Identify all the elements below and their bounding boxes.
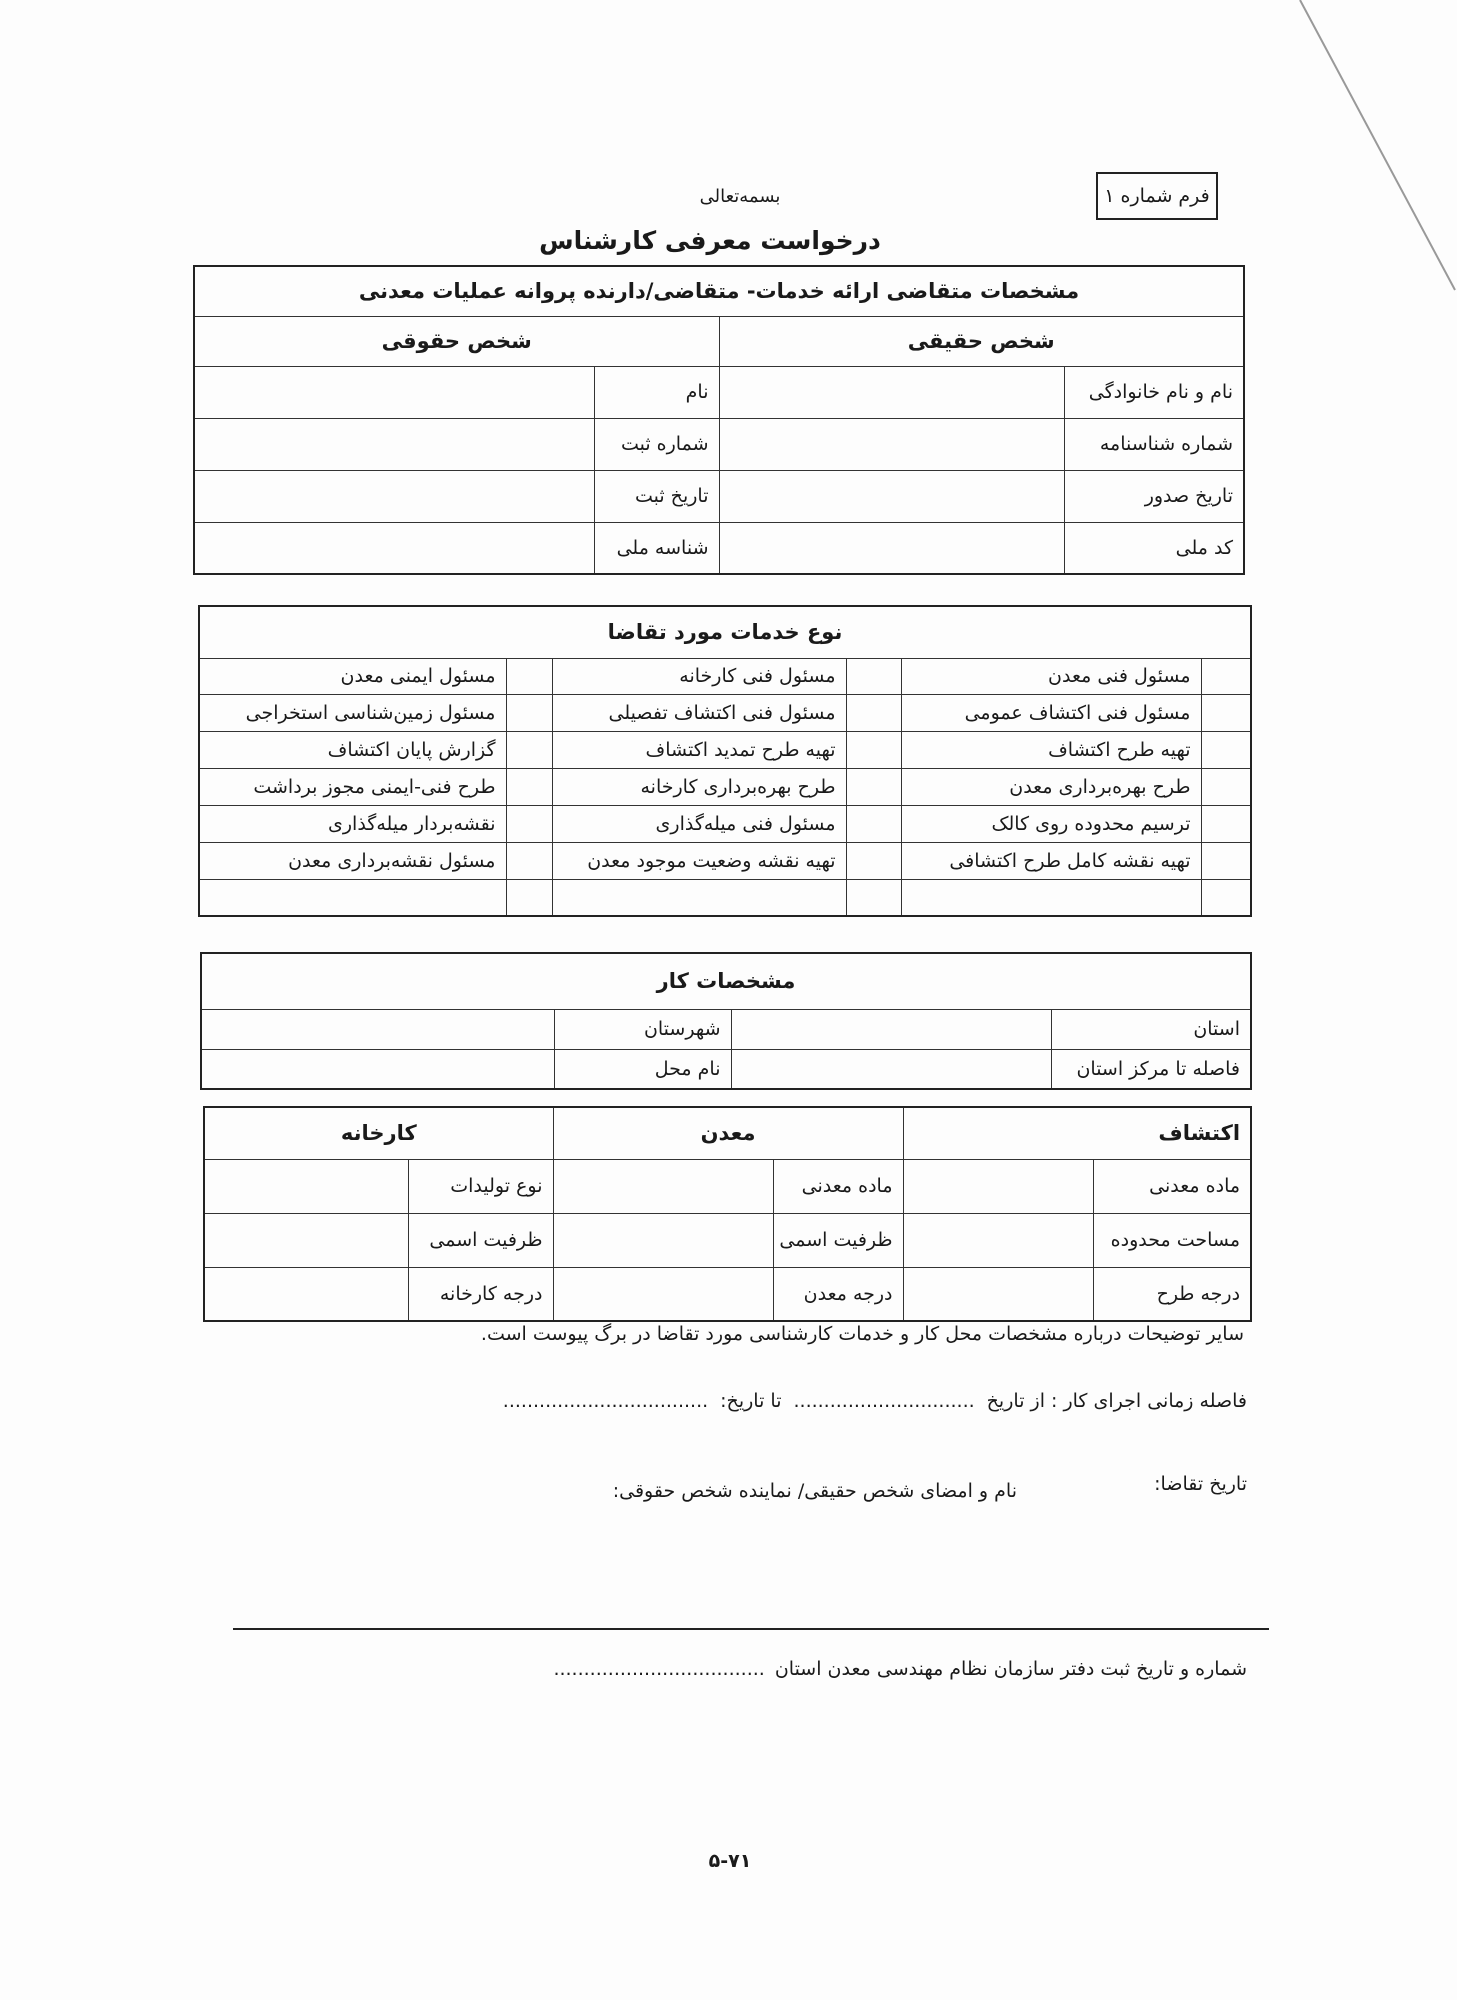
field-label: استان — [1051, 1009, 1251, 1049]
service-label: مسئول فنی معدن — [901, 658, 1201, 694]
registry-label: شماره و تاریخ ثبت دفتر سازمان نظام مهندسی معدن استان — [774, 1658, 1247, 1680]
field-label: درجه معدن — [773, 1267, 903, 1321]
service-checkbox[interactable] — [1201, 658, 1251, 694]
applicant-table — [193, 265, 1245, 575]
service-label: تهیه طرح اکتشاف — [901, 731, 1201, 768]
service-label: طرح فنی-ایمنی مجوز برداشت — [199, 768, 506, 805]
field-value[interactable] — [903, 1267, 1093, 1321]
services-section-title: نوع خدمات مورد تقاضا — [199, 606, 1251, 658]
field-label: ماده معدنی — [1093, 1159, 1251, 1213]
field-label: درجه کارخانه — [408, 1267, 553, 1321]
field-value[interactable] — [719, 470, 1064, 522]
service-checkbox[interactable] — [846, 842, 901, 879]
period-to-field[interactable]: .................................. — [502, 1390, 709, 1412]
field-value[interactable] — [204, 1159, 408, 1213]
period-to-label: تا تاریخ: — [720, 1390, 782, 1412]
registry-row — [553, 1658, 1247, 1680]
field-value[interactable] — [719, 418, 1064, 470]
service-checkbox[interactable] — [506, 768, 552, 805]
field-value[interactable] — [731, 1009, 1051, 1049]
service-checkbox[interactable] — [846, 805, 901, 842]
signature-label: نام و امضای شخص حقیقی/ نماینده شخص حقوقی: — [612, 1480, 1017, 1502]
registry-field[interactable]: ................................... — [553, 1658, 765, 1680]
period-from-field[interactable]: .............................. — [793, 1390, 975, 1412]
form-number: فرم شماره ۱ — [1104, 185, 1210, 207]
field-value[interactable] — [204, 1267, 408, 1321]
field-value[interactable] — [194, 470, 594, 522]
field-label: نوع تولیدات — [408, 1159, 553, 1213]
field-label: شهرستان — [554, 1009, 731, 1049]
service-label: تهیه نقشه وضعیت موجود معدن — [552, 842, 846, 879]
field-value[interactable] — [201, 1009, 554, 1049]
field-value[interactable] — [194, 522, 594, 574]
service-checkbox[interactable] — [846, 768, 901, 805]
page-fold-edge — [1290, 0, 1457, 300]
service-label: گزارش پایان اکتشاف — [199, 731, 506, 768]
factory-header: کارخانه — [204, 1107, 553, 1159]
work-specs-table — [200, 952, 1252, 1090]
field-value[interactable] — [204, 1213, 408, 1267]
service-label-blank[interactable] — [199, 879, 506, 916]
service-checkbox[interactable] — [1201, 842, 1251, 879]
service-checkbox[interactable] — [846, 731, 901, 768]
field-label: ظرفیت اسمی — [773, 1213, 903, 1267]
field-label: درجه طرح — [1093, 1267, 1251, 1321]
field-value[interactable] — [719, 522, 1064, 574]
form-number-box — [1096, 172, 1218, 220]
field-value[interactable] — [719, 366, 1064, 418]
field-value[interactable] — [731, 1049, 1051, 1089]
service-checkbox[interactable] — [506, 879, 552, 916]
service-label-blank[interactable] — [552, 879, 846, 916]
legal-person-header: شخص حقوقی — [194, 316, 719, 366]
service-checkbox[interactable] — [1201, 805, 1251, 842]
field-label: تاریخ صدور — [1064, 470, 1244, 522]
field-label: تاریخ ثبت — [594, 470, 719, 522]
service-label: مسئول فنی کارخانه — [552, 658, 846, 694]
separator-line — [233, 1628, 1269, 1630]
service-checkbox[interactable] — [1201, 879, 1251, 916]
document-title: درخواست معرفی کارشناس — [539, 226, 881, 255]
service-label: تهیه نقشه کامل طرح اکتشافی — [901, 842, 1201, 879]
other-notes-line: سایر توضیحات درباره مشخصات محل کار و خدمات کارشناسی مورد تقاضا در برگ پیوست است. — [480, 1323, 1244, 1345]
service-checkbox[interactable] — [506, 842, 552, 879]
period-label: فاصله زمانی اجرای کار : از تاریخ — [986, 1390, 1247, 1412]
field-label: کد ملی — [1064, 522, 1244, 574]
categories-table — [203, 1106, 1252, 1322]
period-row — [503, 1390, 1247, 1412]
service-checkbox[interactable] — [506, 731, 552, 768]
service-label: طرح بهره‌برداری معدن — [901, 768, 1201, 805]
field-label: شماره ثبت — [594, 418, 719, 470]
service-checkbox[interactable] — [1201, 731, 1251, 768]
service-label: طرح بهره‌برداری کارخانه — [552, 768, 846, 805]
work-section-title: مشخصات کار — [201, 953, 1251, 1009]
field-label: ظرفیت اسمی — [408, 1213, 553, 1267]
service-checkbox[interactable] — [506, 694, 552, 731]
field-label: ماده معدنی — [773, 1159, 903, 1213]
field-value[interactable] — [201, 1049, 554, 1089]
bismillah: بسمه‌تعالی — [699, 186, 781, 207]
field-label: نام محل — [554, 1049, 731, 1089]
service-label: مسئول فنی اکتشاف عمومی — [901, 694, 1201, 731]
services-table — [198, 605, 1252, 917]
service-label: نقشه‌بردار میله‌گذاری — [199, 805, 506, 842]
field-value[interactable] — [194, 366, 594, 418]
request-date-label: تاریخ تقاضا: — [1154, 1473, 1247, 1495]
service-label: مسئول فنی میله‌گذاری — [552, 805, 846, 842]
exploration-header: اکتشاف — [903, 1107, 1251, 1159]
service-label-blank[interactable] — [901, 879, 1201, 916]
service-label: مسئول نقشه‌برداری معدن — [199, 842, 506, 879]
service-label: تهیه طرح تمدید اکتشاف — [552, 731, 846, 768]
field-value[interactable] — [553, 1213, 773, 1267]
field-label: نام و نام خانوادگی — [1064, 366, 1244, 418]
mine-header: معدن — [553, 1107, 903, 1159]
service-checkbox[interactable] — [846, 694, 901, 731]
field-label: مساحت محدوده — [1093, 1213, 1251, 1267]
field-value[interactable] — [194, 418, 594, 470]
field-value[interactable] — [553, 1267, 773, 1321]
service-checkbox[interactable] — [1201, 768, 1251, 805]
field-label: شناسه ملی — [594, 522, 719, 574]
field-value[interactable] — [903, 1213, 1093, 1267]
service-label: مسئول فنی اکتشاف تفصیلی — [552, 694, 846, 731]
service-label: مسئول ایمنی معدن — [199, 658, 506, 694]
service-checkbox[interactable] — [1201, 694, 1251, 731]
service-label: ترسیم محدوده روی کالک — [901, 805, 1201, 842]
field-value[interactable] — [903, 1159, 1093, 1213]
service-checkbox[interactable] — [846, 658, 901, 694]
applicant-section-title: مشخصات متقاضی ارائه خدمات- متقاضی/دارنده پروانه عملیات معدنی — [194, 266, 1244, 316]
field-value[interactable] — [553, 1159, 773, 1213]
service-label: مسئول زمین‌شناسی استخراجی — [199, 694, 506, 731]
field-label: شماره شناسنامه — [1064, 418, 1244, 470]
page-number: ۵-۷۱ — [708, 1850, 752, 1872]
service-checkbox[interactable] — [846, 879, 901, 916]
field-label: نام — [594, 366, 719, 418]
service-checkbox[interactable] — [506, 658, 552, 694]
natural-person-header: شخص حقیقی — [719, 316, 1244, 366]
field-label: فاصله تا مرکز استان — [1051, 1049, 1251, 1089]
service-checkbox[interactable] — [506, 805, 552, 842]
